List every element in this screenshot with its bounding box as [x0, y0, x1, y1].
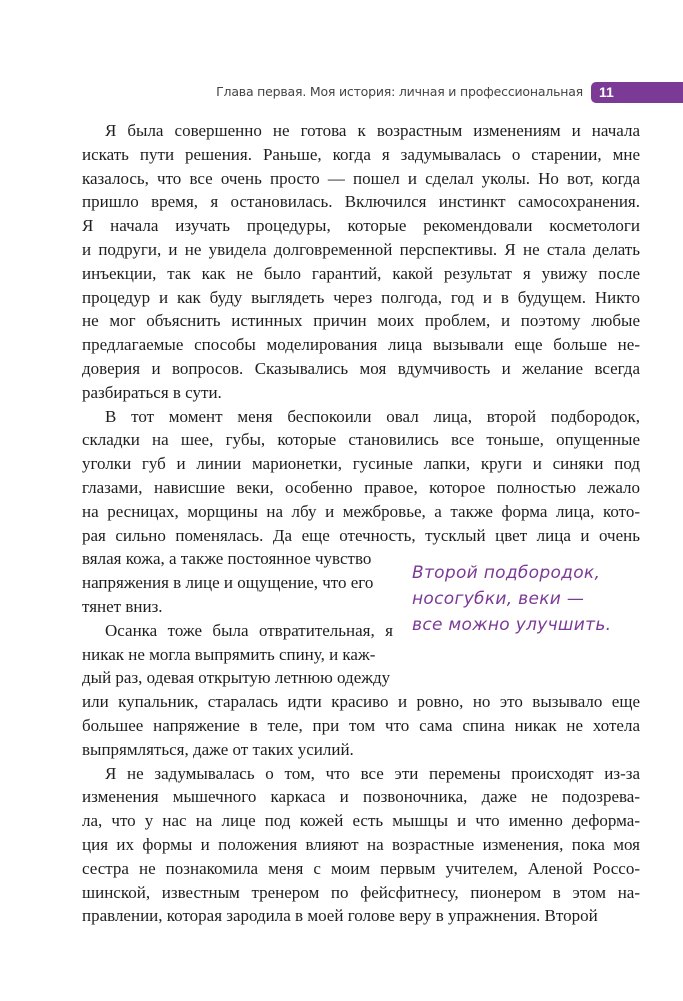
text-line: инъекции, так как не было гарантий, какой результат я увижу после — [82, 263, 640, 283]
text-line: разбираться в сути. — [82, 382, 222, 402]
handwritten-sidenote — [412, 560, 611, 638]
text-line: дый раз, одевая открытую летнюю одежду — [82, 668, 391, 688]
text-line: большее напряжение в теле, при том что сама спина никак не хотела — [82, 715, 640, 735]
text-line: никак не могла выпрямить спину, и каж- — [82, 644, 376, 664]
text-line: вялая кожа, а также постоянное чувство — [82, 549, 372, 569]
sidenote-line: носогубки, веки — — [412, 589, 585, 609]
text-line: тянет вниз. — [82, 596, 163, 616]
page-number: 11 — [599, 84, 614, 100]
text-line: или купальник, старалась идти красиво и ровно, но это вызывало еще — [82, 692, 640, 712]
text-line: рая сильно поменялась. Да еще отечность, тусклый цвет лица и очень — [82, 525, 640, 545]
text-line: и подруги, и не увидела долговременной перспективы. Я не стала делать — [82, 239, 640, 259]
text-line: Я была совершенно не готова к возрастным изменениям и начала — [105, 121, 640, 140]
text-line: Я не задумывалась о том, что все эти перемены происходят из-за — [105, 763, 640, 783]
chapter-title: Глава первая. Моя история: личная и профессиональная — [216, 84, 583, 99]
text-line: глазами, нависшие веки, особенно правое, которое полностью лежало — [82, 477, 640, 497]
text-line: предлагаемые способы моделирования лица вызывали еще больше не- — [82, 335, 640, 355]
running-header — [0, 82, 683, 104]
text-line: уголки губ и линии марионетки, гусиные лапки, круги и синяки под — [82, 454, 640, 474]
text-line: не мог объяснить истинных причин моих проблем, и поэтому любые — [82, 311, 640, 331]
page-number-tab — [591, 82, 683, 103]
text-line: доверия и вопросов. Сказывались моя вдумчивость и желание всегда — [82, 358, 640, 378]
sidenote-line: Второй подбородок, — [412, 563, 601, 583]
sidenote-line: все можно улучшить. — [412, 615, 612, 635]
paragraph — [82, 762, 640, 929]
text-line: процедур и как буду выглядеть через полгода, год и в будущем. Никто — [82, 287, 640, 307]
text-line: шинской, известным тренером по фейсфитнесу, пионером в этом на- — [82, 882, 640, 902]
text-line: выпрямляться, даже от таких усилий. — [82, 739, 354, 759]
text-line: правлении, которая зародила в моей голове веру в упражнения. Второй — [82, 906, 598, 926]
text-line: В тот момент меня беспокоили овал лица, второй подбородок, — [105, 406, 640, 426]
body-text — [82, 119, 640, 928]
text-line: на ресницах, морщины на лбу и межбровье, а также форма лица, кото- — [82, 501, 640, 521]
text-line: Я начала изучать процедуры, которые рекомендовали косметологи — [82, 216, 640, 236]
text-line: казалось, что все очень просто — пошел и сделал уколы. Но вот, когда — [82, 168, 640, 188]
paragraph — [82, 119, 640, 405]
text-line: пришло время, я остановилась. Включился инстинкт самосохранения. — [82, 192, 640, 212]
paragraph — [82, 619, 640, 762]
text-line: искать пути решения. Раньше, когда я задумывалась о старении, мне — [82, 144, 640, 164]
text-line: напряжения в лице и ощущение, что его — [82, 573, 374, 593]
text-line: ция их формы и положения влияют на возрастные изменения, пока моя — [82, 834, 640, 854]
text-line: сестра не познакомила меня с моим первым учителем, Аленой Россо- — [82, 858, 640, 878]
text-line: складки на шее, губы, которые становились все тоньше, опущенные — [82, 430, 640, 450]
text-line: ла, что у нас на лице под кожей есть мышцы и что именно деформа- — [82, 811, 640, 831]
text-line: изменения мышечного каркаса и позвоночника, даже не подозрева- — [82, 787, 640, 807]
text-line: Осанка тоже была отвратительная, я — [105, 620, 393, 640]
